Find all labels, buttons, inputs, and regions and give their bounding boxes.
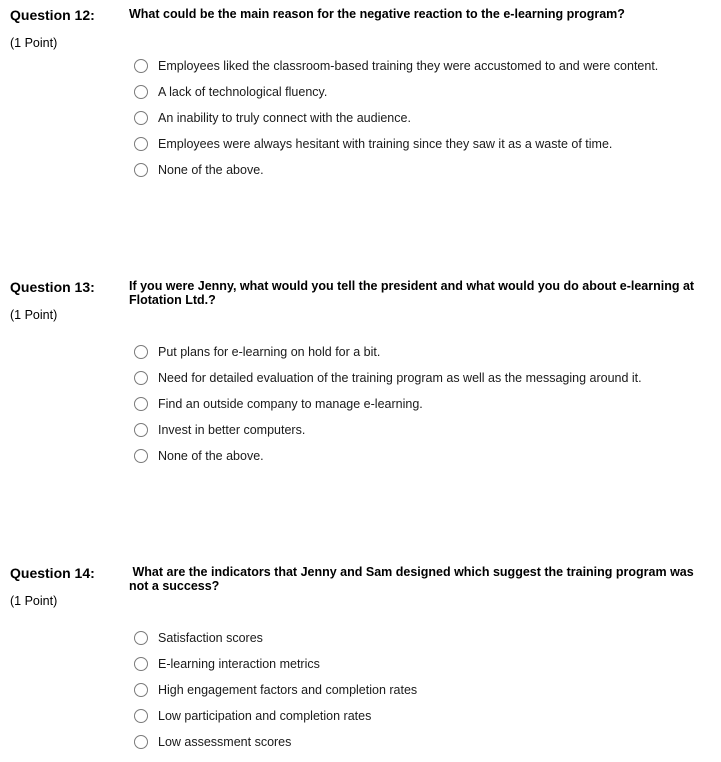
question-points: (1 Point) [10,308,58,322]
radio-button[interactable] [134,423,148,437]
answer-label: High engagement factors and completion rates [158,683,418,697]
answer-label: Employees were always hesitant with training since they saw it as a waste of time. [158,137,613,151]
question-number: Question 12: [10,7,95,23]
answer-option[interactable] [134,677,417,703]
question-text: If you were Jenny, what would you tell the president and what would you do about e-learning at Flotation Ltd.? [129,279,695,307]
question-number: Question 14: [10,565,95,581]
answer-option[interactable] [134,53,658,79]
answer-option[interactable] [134,443,642,469]
answer-options [134,339,642,469]
answer-label: A lack of technological fluency. [158,85,328,99]
radio-button[interactable] [134,163,148,177]
answer-option[interactable] [134,105,658,131]
radio-button[interactable] [134,111,148,125]
radio-button[interactable] [134,345,148,359]
radio-button[interactable] [134,371,148,385]
answer-label: Put plans for e-learning on hold for a bit. [158,345,381,359]
radio-button[interactable] [134,683,148,697]
radio-button[interactable] [134,631,148,645]
answer-option[interactable] [134,157,658,183]
radio-button[interactable] [134,397,148,411]
answer-option[interactable] [134,365,642,391]
answer-option[interactable] [134,703,417,729]
question-number: Question 13: [10,279,95,295]
answer-option[interactable] [134,625,417,651]
answer-option[interactable] [134,417,642,443]
answer-label: Invest in better computers. [158,423,306,437]
question-points: (1 Point) [10,36,58,50]
answer-options [134,53,658,183]
question-text: What could be the main reason for the negative reaction to the e-learning program? [129,7,625,21]
radio-button[interactable] [134,137,148,151]
answer-options [134,625,417,755]
answer-label: Satisfaction scores [158,631,263,645]
answer-label: Employees liked the classroom-based training they were accustomed to and were content. [158,59,659,73]
answer-label: None of the above. [158,449,264,463]
radio-button[interactable] [134,657,148,671]
answer-option[interactable] [134,131,658,157]
radio-button[interactable] [134,85,148,99]
question-text: What are the indicators that Jenny and Sam designed which suggest the training program was not a success? [129,565,698,593]
answer-label: None of the above. [158,163,264,177]
radio-button[interactable] [134,449,148,463]
answer-label: Low participation and completion rates [158,709,372,723]
answer-label: Need for detailed evaluation of the training program as well as the messaging around it. [158,371,642,385]
answer-label: Low assessment scores [158,735,292,749]
answer-label: E-learning interaction metrics [158,657,320,671]
answer-option[interactable] [134,651,417,677]
radio-button[interactable] [134,735,148,749]
radio-button[interactable] [134,59,148,73]
question-points: (1 Point) [10,594,58,608]
answer-option[interactable] [134,339,642,365]
radio-button[interactable] [134,709,148,723]
answer-label: An inability to truly connect with the audience. [158,111,411,125]
answer-option[interactable] [134,391,642,417]
answer-option[interactable] [134,79,658,105]
answer-label: Find an outside company to manage e-learning. [158,397,423,411]
answer-option[interactable] [134,729,417,755]
